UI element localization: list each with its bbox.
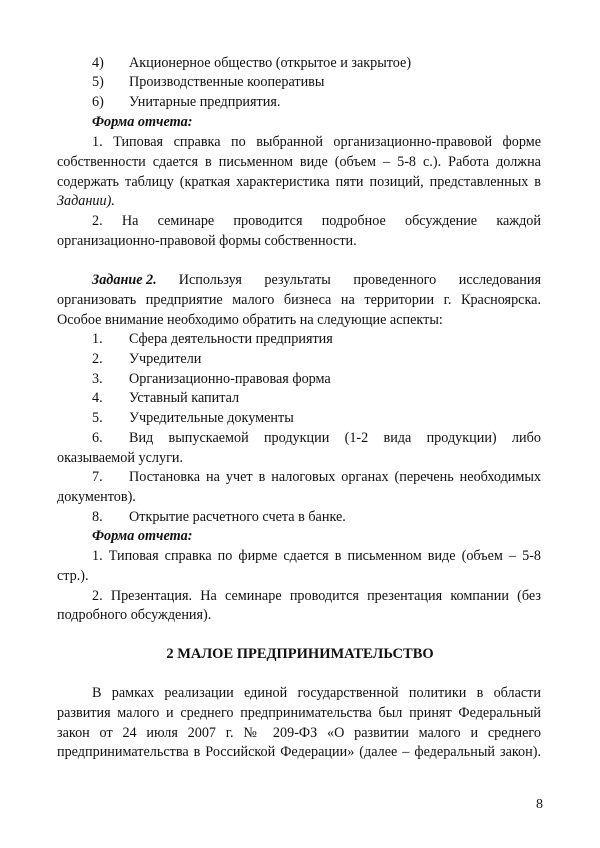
list-item-text: Производственные кооперативы	[129, 74, 325, 90]
task-label: Задание 2.	[92, 272, 157, 288]
word: либо	[511, 430, 541, 446]
list-item-text: Организационно-правовая форма	[129, 371, 331, 387]
list-item-text: Учредители	[129, 351, 202, 367]
word: вида	[383, 430, 412, 446]
word: проводится	[233, 213, 303, 229]
paragraph-line: стр.).	[57, 568, 89, 584]
word: обсуждение	[404, 213, 478, 229]
page-number: 8	[536, 797, 543, 812]
paragraph-line: 1. Типовая справка по фирме сдается в письменном виде (объем – 5-8	[92, 548, 541, 564]
list-item-text: Учредительные документы	[129, 410, 294, 426]
word: семинаре	[157, 213, 215, 229]
list-item-text: Унитарные предприятия.	[129, 94, 281, 110]
word: продукции	[263, 430, 330, 446]
list-number: 5.	[92, 410, 103, 426]
word: продукции)	[426, 430, 497, 446]
paragraph-line: подробного обсуждения).	[57, 607, 212, 623]
word: 2.	[92, 213, 103, 229]
paragraph-line-spaced	[92, 212, 541, 230]
list-number: 2.	[92, 351, 103, 367]
list-item-continuation: документов).	[57, 489, 136, 505]
paragraph-line: Особое внимание необходимо обратить на следующие аспекты:	[57, 312, 443, 328]
word: каждой	[496, 213, 541, 229]
word: На	[121, 213, 139, 229]
paragraph-line: В рамках реализации единой государственной политики в области	[92, 685, 541, 701]
word: подробное	[321, 213, 386, 229]
list-item-text: Сфера деятельности предприятия	[129, 331, 333, 347]
list-number: 8.	[92, 509, 103, 525]
paragraph-line: содержать таблицу (краткая характеристика пяти позиций, представленных в	[57, 174, 541, 190]
paragraph-line: собственности сдается в письменном виде (объем – 5-8 с.). Работа должна	[57, 154, 541, 170]
task-line	[92, 271, 541, 289]
paragraph-line: закон от 24 июля 2007 г. № 209-ФЗ «О развитии малого и среднего	[57, 725, 541, 741]
list-number: 7.	[92, 469, 103, 485]
list-item-text: Акционерное общество (открытое и закрытое)	[129, 55, 412, 71]
list-item-continuation: оказываемой услуги.	[57, 450, 184, 466]
report-heading: Форма отчета:	[92, 114, 193, 130]
list-number: 6.	[92, 430, 103, 446]
list-item-text: Открытие расчетного счета в банке.	[129, 509, 346, 525]
task-text: Используя результаты проведенного исследования	[178, 272, 541, 288]
list-number: 1.	[92, 331, 103, 347]
list-item-text: Уставный капитал	[129, 390, 240, 406]
word: Вид	[129, 430, 154, 446]
paragraph-line: 2. Презентация. На семинаре проводится презентация компании (без	[92, 588, 541, 604]
report-heading: Форма отчета:	[92, 528, 193, 544]
paragraph-line: развития малого и среднего предпринимательства был принят Федеральный	[57, 705, 541, 721]
section-heading: 2 МАЛОЕ ПРЕДПРИНИМАТЕЛЬСТВО	[166, 646, 434, 662]
list-number: 4)	[92, 55, 104, 71]
list-number: 4.	[92, 390, 103, 406]
paragraph-line: организационно-правовой формы собственности.	[57, 233, 357, 249]
paragraph-line: организовать предприятие малого бизнеса на территории г. Красноярска.	[57, 292, 541, 308]
paragraph-line: 1. Типовая справка по выбранной организационно-правовой форме	[92, 134, 541, 150]
word: выпускаемой	[168, 430, 249, 446]
list-number: 3.	[92, 371, 103, 387]
paragraph-line: Задании).	[57, 193, 115, 209]
paragraph-line: предпринимательства в Российской Федерации» (далее – федеральный закон).	[57, 744, 541, 760]
list-number: 6)	[92, 94, 104, 110]
word: (1-2	[344, 430, 369, 446]
list-item-text: Постановка на учет в налоговых органах (перечень необходимых	[129, 469, 541, 485]
list-item-text-spaced	[129, 429, 541, 447]
list-number: 5)	[92, 74, 104, 90]
